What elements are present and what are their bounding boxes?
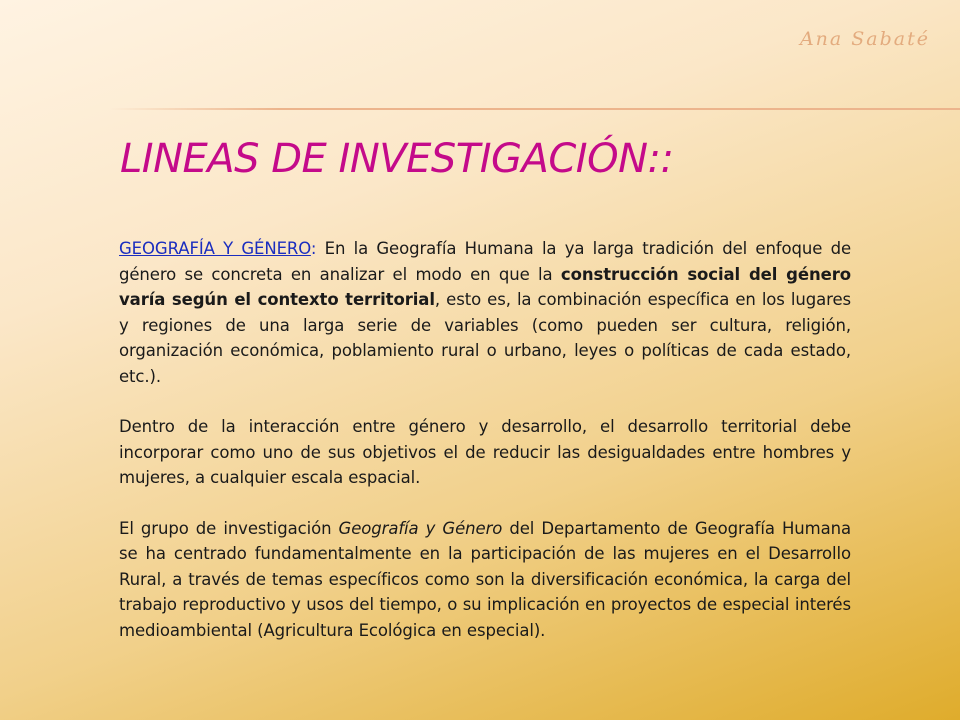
paragraph1-text-b: , esto es, la combinación específica en los lugares y regiones de una larga serie de variables (como pueden ser cultura, religión, organización económica, poblamiento rural o urbano, leyes o políticas de cada estado, etc.). (119, 290, 851, 386)
paragraph1-bold: construcción social del género varía según el contexto territorial (119, 264, 851, 309)
paragraph3-text-a: El grupo de investigación (119, 518, 339, 538)
link-separator: : (310, 239, 317, 258)
paragraph-research-group (119, 516, 851, 644)
slide-title: LINEAS DE INVESTIGACIÓN:: (120, 136, 674, 182)
paragraph-geography-gender (119, 236, 851, 389)
research-group-name: Geografía y Género (338, 518, 503, 538)
slide-body (119, 236, 851, 668)
paragraph3-text-b: del Departamento de Geografía Humana se ha centrado fundamentalmente en la participación de las mujeres en el Desarrollo Rural, a través de temas específicos como son la diversificación económica, la carga del trabajo reproductivo y usos del tiempo, o su implicación en proyectos de especial interés medioambiental (Agricultura Ecológica en especial). (119, 518, 851, 640)
paragraph1-text-a: En la Geografía Humana la ya larga tradición del enfoque de género se concreta en analizar el modo en que la (119, 239, 851, 284)
geografia-genero-link[interactable]: GEOGRAFÍA Y GÉNERO (119, 239, 311, 258)
header-divider (110, 108, 960, 110)
author-signature: Ana Sabaté (799, 28, 930, 50)
paragraph-gender-development: Dentro de la interacción entre género y desarrollo, el desarrollo territorial debe incorporar como uno de sus objetivos el de reducir las desigualdades entre hombres y mujeres, a cualquier escala espacial. (119, 417, 851, 487)
